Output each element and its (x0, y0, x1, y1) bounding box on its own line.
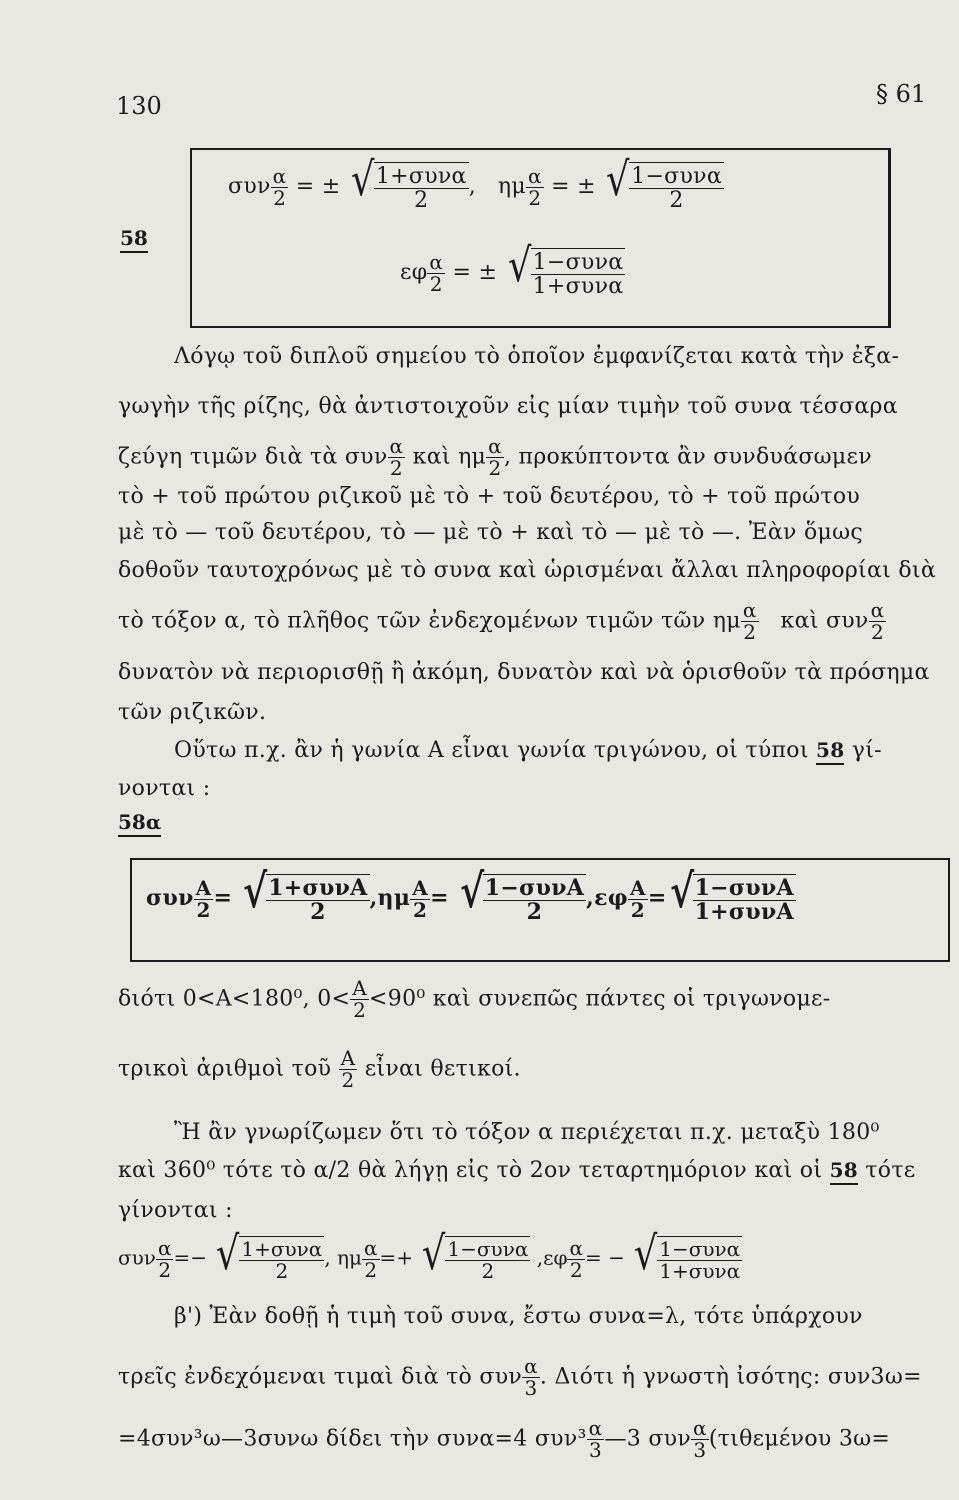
formula-second-quadrant: συν $\frac{\alpha}{2}$ =− √ $\frac{\text{1+συνα}}{2}$ , ημ $\frac{\alpha}{2}$ =+ √ $\frac{\text{1−συνα}}{2}$ ,εφ $\frac{\alpha}{2}$ = − √ $\frac{\text{1−συνα}}{\text{1+συνα}}$ (118, 1226, 741, 1283)
section-number: § 61 (876, 80, 927, 108)
para1-line5: μὲ τὸ — τοῦ δευτέρου, τὸ — μὲ τὸ + καὶ τὸ — μὲ τὸ —. Ἐὰν ὅμως (118, 520, 863, 545)
para2-line1: Οὕτω π.χ. ἂν ἡ γωνία Α εἶναι γωνία τριγώνου, οἱ τύποι 58 γί- (174, 738, 882, 763)
formula-58-line2: εφ $\frac{\alpha}{2}$ = ± √ $\frac{\text{1−συνα}}{\text{1+συνα}}$ (400, 238, 624, 300)
para5-line1: β') Ἐὰν δοθῇ ἡ τιμὴ τοῦ συνα, ἔστω συνα=λ, τότε ὑπάρχουν (174, 1304, 863, 1329)
para1-line4: τὸ + τοῦ πρώτου ριζικοῦ μὲ τὸ + τοῦ δευτέρου, τὸ + τοῦ πρώτου (118, 484, 861, 509)
para4-line2: καὶ 360⁰ τότε τὸ α/2 θὰ λήγῃ εἰς τὸ 2ον τεταρτημόριον καὶ οἱ 58 τότε (118, 1158, 916, 1183)
para5-line3: =4συν³ω—3συνω δίδει τὴν συνα=4 συν³ $\frac{\alpha}{3}$ —3 συν $\frac{\alpha}{3}$ (τιθεμένου 3ω= (118, 1416, 891, 1462)
tan-label: εφ (400, 260, 428, 286)
para3-line1: διότι 0<A<180⁰, 0< $\frac{A}{2}$ <90⁰ καὶ συνεπῶς πάντες οἱ τριγωνομε- (118, 976, 831, 1022)
formula-58a: συν $\frac{A}{2}$ = √ $\frac{\text{1+συνA}}{2}$ ,ημ $\frac{A}{2}$ = √ $\frac{\text{1−συνA}}{2}$ ,εφ $\frac{A}{2}$ = √ $\frac{\text{1−συνA}}{\text{1+συνA}}$ (146, 864, 794, 926)
cos-label: συν (228, 174, 271, 200)
sqrt-3: √ $\frac{\text{1−συνα}}{\text{1+συνα}}$ (507, 238, 624, 300)
reference-58: 58 (816, 738, 844, 765)
para1-line8: δυνατὸν νὰ περιορισθῇ ἢ ἀκόμη, δυνατὸν καὶ νὰ ὁρισθοῦν τὰ πρόσημα (118, 660, 930, 685)
equation-label-58a: 58α (118, 810, 161, 837)
sin-label: ημ (497, 174, 526, 200)
para1-line9: τῶν ριζικῶν. (118, 700, 267, 725)
para1-line6: δοθοῦν ταυτοχρόνως μὲ τὸ συνα καὶ ὡρισμέναι ἄλλαι πληροφορίαι διὰ (118, 558, 936, 583)
page-number: 130 (116, 92, 162, 120)
half-angle-fraction: $\frac{\alpha}{2}$ (272, 163, 287, 210)
sqrt-2: √ $\frac{\text{1−συνα}}{2}$ (606, 152, 723, 214)
para3-line2: τρικοὶ ἀριθμοὶ τοῦ $\frac{A}{2}$ εἶναι θετικοί. (118, 1046, 521, 1092)
para1-line3: ζεύγη τιμῶν διὰ τὰ συν $\frac{\alpha}{2}$ καὶ ημ $\frac{\alpha}{2}$ , προκύπτοντα ἂν συνδυάσωμεν (118, 434, 872, 480)
para5-line2: τρεῖς ἐνδεχόμεναι τιμαὶ διὰ τὸ συν $\frac{\alpha}{3}$ . Διότι ἡ γνωστὴ ἰσότης: συν3ω= (118, 1354, 922, 1400)
para4-line3: γίνονται : (118, 1198, 233, 1223)
equation-label-58: 58 (120, 226, 148, 253)
para1-line7: τὸ τόξον α, τὸ πλῆθος τῶν ἐνδεχομένων τιμῶν τῶν ημ $\frac{\alpha}{2}$ καὶ συν $\frac{\alpha}{2}$ (118, 598, 885, 644)
para1-line2: γωγὴν τῆς ρίζης, θὰ ἀντιστοιχοῦν εἰς μίαν τιμὴν τοῦ συνα τέσσαρα (118, 394, 898, 419)
para1-line1: Λόγῳ τοῦ διπλοῦ σημείου τὸ ὁποῖον ἐμφανίζεται κατὰ τὴν ἐξα- (174, 344, 900, 369)
reference-58-b: 58 (830, 1158, 858, 1185)
para4-line1: Ἢ ἂν γνωρίζωμεν ὅτι τὸ τόξον α περιέχεται π.χ. μεταξὺ 180⁰ (174, 1120, 880, 1145)
para2-line2: νονται : (118, 776, 211, 801)
equals-plus-minus: = ± (295, 174, 341, 200)
formula-58-line1: συν $\frac{\alpha}{2}$ = ± √ $\frac{\text{1+συνα}}{2}$ , ημ $\frac{\alpha}{2}$ = ± √ $\frac{\text{1−συνα}}{2}$ (228, 152, 723, 214)
sqrt-1: √ $\frac{\text{1+συνα}}{2}$ (350, 152, 467, 214)
